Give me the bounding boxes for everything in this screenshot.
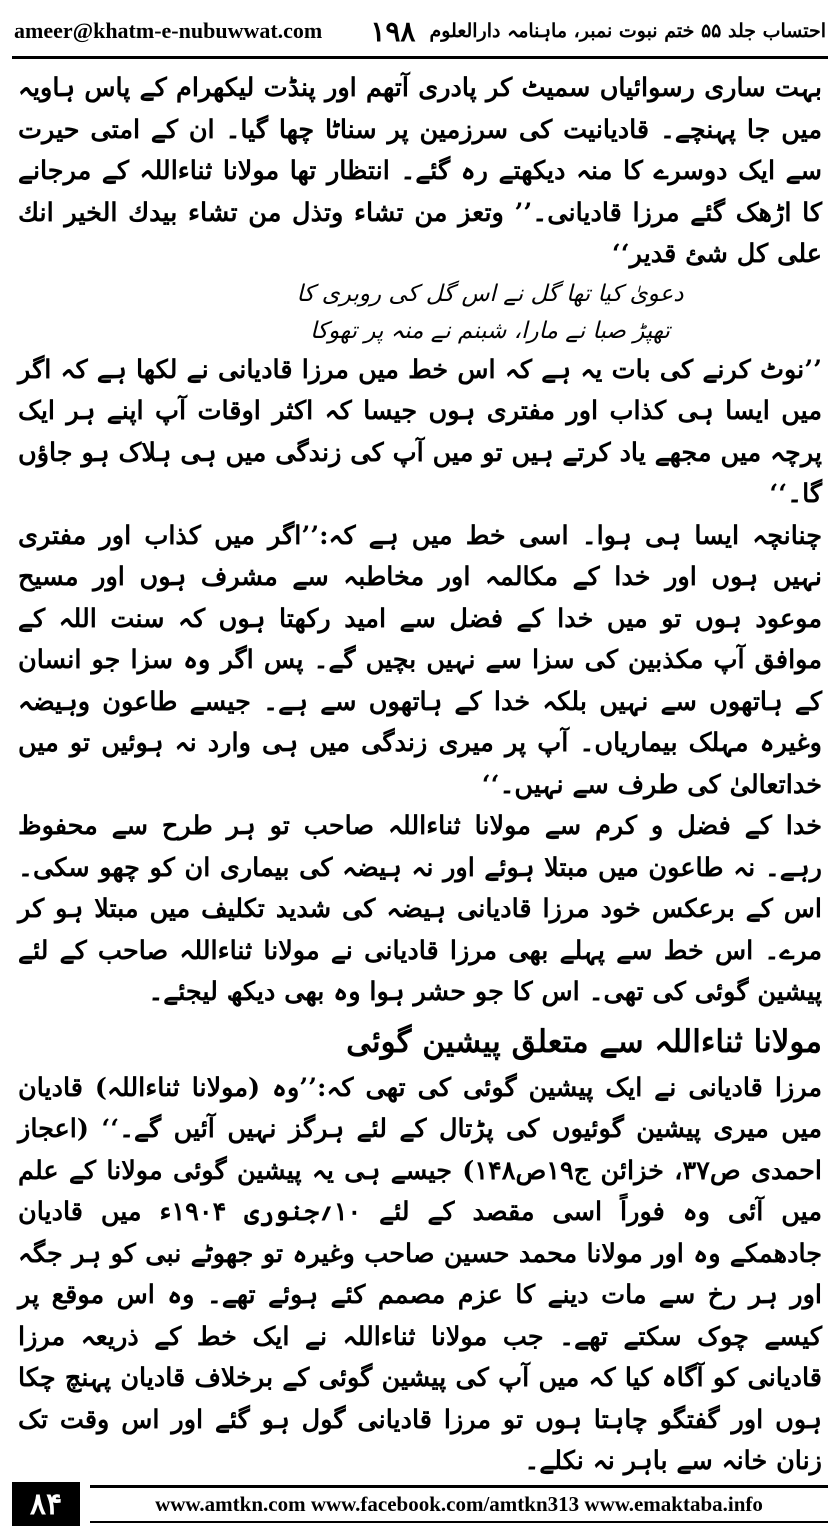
verse-line-2: تھپڑ صبا نے مارا، شبنم نے منہ پر تھوکا xyxy=(310,317,670,344)
paragraph-5: مرزا قادیانی نے ایک پیشین گوئی کی تھی کہ:’’وہ (مولانا ثناءاللہ) قادیان میں میری پیشین گوئیوں کی پڑتال کے لئے ہرگز نہیں آئیں گے۔‘‘ (اعجاز احمدی ص۳۷، خزائن ج۱۹ص۱۴۸) جیسے ہی یہ پیشین گوئی مولانا کے علم میں آئی وہ فوراً اسی مقصد کے لئے ۱۰؍جنوری ۱۹۰۴ء میں قادیان جادھمکے وہ اور مولانا محمد حسین صاحب وغیرہ تو جھوٹے نبی کو ہر جگہ اور ہر رخ سے مات دینے کا عزم مصمم کئے ہوئے تھے۔ وہ اس موقع پر کیسے چوک سکتے تھے۔ جب مولانا ثناءاللہ نے ایک خط کے ذریعہ مرزا قادیانی کو آگاہ کیا کہ میں آپ کی پیشین گوئی کے برخلاف قادیان پہنچ چکا ہوں اور گفتگو چاہتا ہوں تو مرزا قادیانی گول ہو گئے اور اس وقت تک زنان خانہ سے باہر نہ نکلے۔ xyxy=(18,1072,822,1476)
header-email[interactable]: ameer@khatm-e-nubuwwat.com xyxy=(14,18,323,43)
paragraph-4: خدا کے فضل و کرم سے مولانا ثناءاللہ صاحب تو ہر طرح سے محفوظ رہے۔ نہ طاعون میں مبتلا ہوئے اور نہ ہیضہ کی بیماری ان کو چھو سکی۔ اس کے برعکس خود مرزا قادیانی ہیضہ کی شدید تکلیف میں مبتلا ہو کر مرے۔ اس خط سے پہلے بھی مرزا قادیانی نے مولانا ثناءاللہ صاحب کے لئے پیشین گوئی کی تھی۔ اس کا جو حشر ہوا وہ بھی دیکھ لیجئے۔ xyxy=(18,811,822,1007)
paragraph-3: چنانچہ ایسا ہی ہوا۔ اسی خط میں ہے کہ:’’اگر میں کذاب اور مفتری نہیں ہوں اور خدا کے مکالمہ اور مخاطبہ سے مشرف ہوں اور مسیح موعود ہوں تو میں خدا کے فضل سے امید رکھتا ہوں کہ سنت اللہ کے موافق آپ مکذبین کی سزا سے نہیں بچیں گے۔ پس اگر وہ سزا جو انسان کے ہاتھوں سے نہیں بلکہ خدا کے ہاتھوں سے ہے۔ جیسے طاعون وہیضہ وغیرہ مہلک بیماریاں۔ آپ پر میری زندگی میں ہی وارد نہ ہوئیں تو میں خداتعالیٰ کی طرف سے نہیں۔‘‘ xyxy=(18,520,822,800)
page-header xyxy=(14,8,826,54)
header-rule xyxy=(12,56,828,59)
header-page-number: ۱۹۸ xyxy=(370,14,416,48)
footer-urls[interactable]: www.amtkn.com www.facebook.com/amtkn313 www.emaktaba.info xyxy=(155,1492,763,1516)
footer-page-number: ۸۴ xyxy=(12,1482,80,1526)
paragraph-1: بہت ساری رسوائیاں سمیٹ کر پادری آتھم اور پنڈت لیکھرام کے پاس ہاویہ میں جا پہنچے۔ قادیانیت کی سرزمین پر سناٹا چھا گیا۔ ان کے امتی حیرت سے ایک دوسرے کا منہ دیکھتے رہ گئے۔ انتظار تھا مولانا ثناءاللہ کے مرجانے کا اڑھک گئے مرزا قادیانی۔’’ وتعز من تشاء وتذل من تشاء بیدك الخیر انك علی كل شئ قدیر‘‘ xyxy=(18,73,822,269)
footer-links-block xyxy=(80,1485,828,1523)
footer-rule-bottom xyxy=(90,1521,828,1523)
header-title: احتساب جلد ۵۵ ختم نبوت نمبر، ماہنامہ دارالعلوم xyxy=(429,20,826,42)
paragraph-2: ’’نوٹ کرنے کی بات یہ ہے کہ اس خط میں مرزا قادیانی نے لکھا ہے کہ اگر میں ایسا ہی کذاب اور مفتری ہوں جیسا کہ اکثر اوقات آپ اپنے ہر ایک پرچہ میں مجھے یاد کرتے ہیں تو میں آپ کی زندگی میں ہی ہلاک ہو جاؤں گا۔‘‘ xyxy=(18,354,822,509)
section-heading: مولانا ثناءاللہ سے متعلق پیشین گوئی xyxy=(346,1023,822,1060)
verse-line-1: دعویٰ کیا تھا گل نے اس گل کی روبری کا xyxy=(296,280,684,307)
page-body xyxy=(18,68,822,1476)
page-footer xyxy=(12,1478,828,1530)
footer-rule-top xyxy=(90,1485,828,1488)
header-right xyxy=(370,15,826,48)
